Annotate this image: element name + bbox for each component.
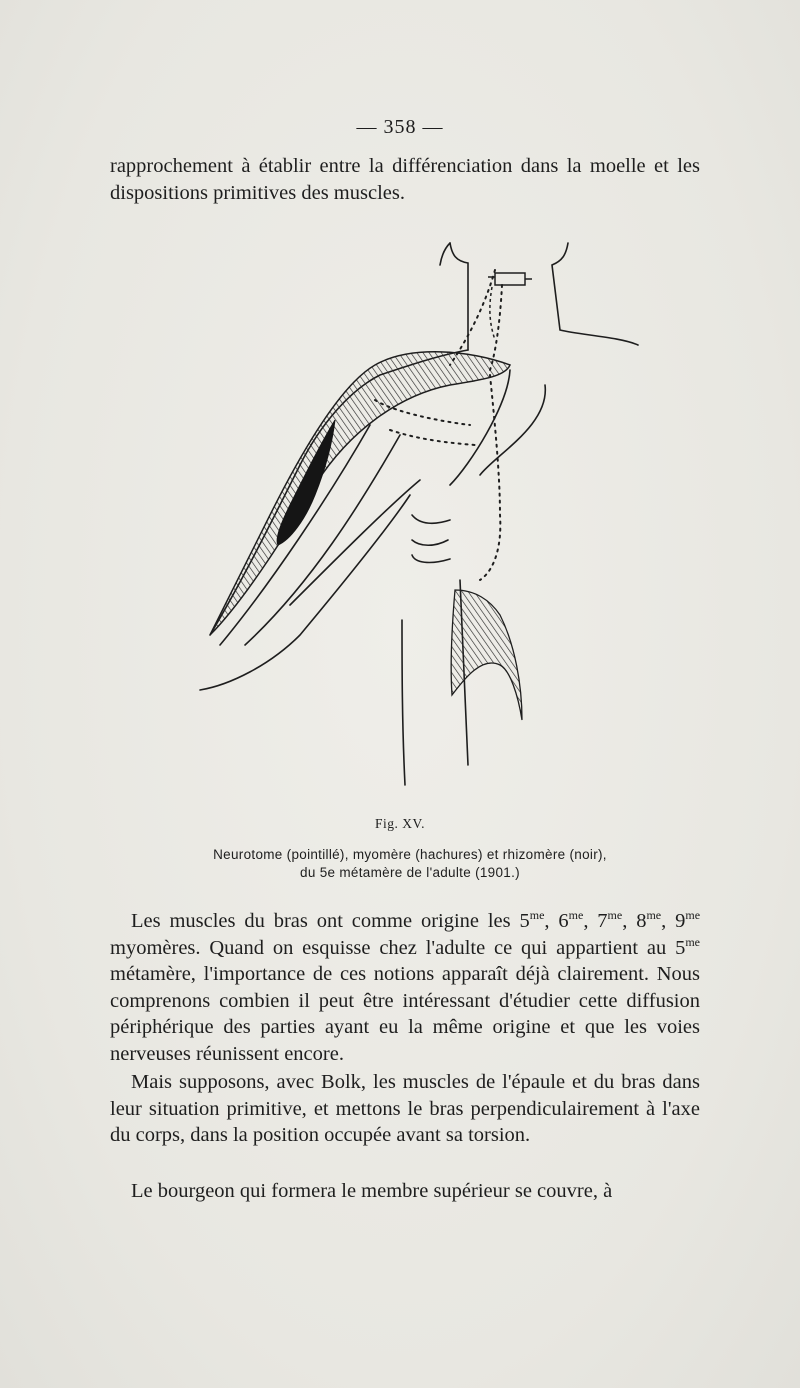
text-run: myomères. Quand on esquisse chez l'adulte ce qui appartient au 5 xyxy=(110,936,686,959)
neurotome-dotted xyxy=(375,270,502,580)
caption-line-2: du 5e métamère de l'adulte (1901.) xyxy=(300,865,520,880)
text-run: , 6 xyxy=(544,910,569,932)
paragraph-2: Mais supposons, avec Bolk, les muscles de l'épaule et du bras dans leur situation primitive, et mettons le bras perpendiculairement à l'axe du corps, dans la position occupée avant sa torsion. xyxy=(110,1071,700,1146)
text-run: , 9 xyxy=(661,910,686,932)
shoulder-arm-illustration xyxy=(150,225,660,800)
superscript: me xyxy=(568,908,584,923)
intro-paragraph: rapprochement à établir entre la différenciation dans la moelle et les dispositions primitives des muscles. xyxy=(110,155,700,204)
text-run: , 8 xyxy=(622,910,647,932)
superscript: me xyxy=(529,908,545,923)
caption-line-1: Neurotome (pointillé), myomère (hachures) et rhizomère (noir), xyxy=(213,847,607,862)
figure-caption xyxy=(130,846,690,882)
text-run: métamère, l'importance de ces notions apparaît déjà clairement. Nous comprenons combien il peut être intéressant d'étudier cette diffusion périphérique des parties ayant eu la même origine et que les voies nerveuses réunissent encore. xyxy=(110,963,700,1065)
superscript: me xyxy=(607,908,623,923)
superscript: me xyxy=(646,908,662,923)
neck-structure xyxy=(488,273,532,340)
text-run: Les muscles du bras ont comme origine les 5 xyxy=(131,910,530,932)
figure-label: Fig. XV. xyxy=(375,816,425,831)
paragraph-3: Le bourgeon qui formera le membre supérieur se couvre, à xyxy=(131,1180,613,1202)
lower-hatched-muscle xyxy=(451,590,522,720)
paragraph-1 xyxy=(110,908,700,1067)
superscript: me xyxy=(685,934,700,949)
rhizomere-black xyxy=(277,420,335,545)
text-run: , 7 xyxy=(583,910,608,932)
body-outline xyxy=(200,243,638,785)
superscript: me xyxy=(685,908,701,923)
page-number: — 358 — xyxy=(356,116,444,138)
anatomical-figure xyxy=(150,225,660,800)
